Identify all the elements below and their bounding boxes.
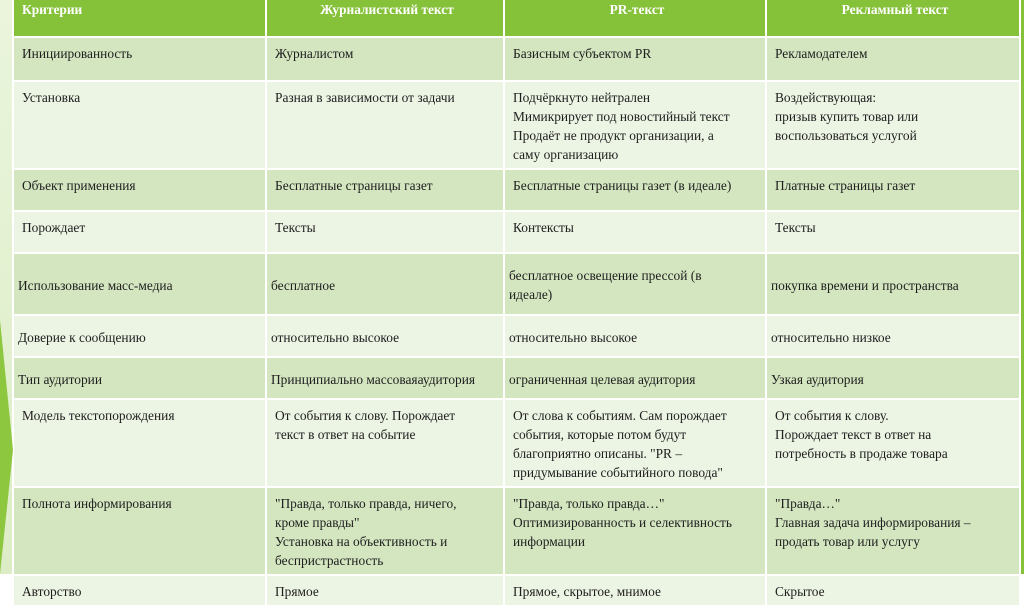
cell-text-line: беспристрастность	[275, 553, 384, 568]
table-cell-criterion	[14, 211, 266, 253]
cell-text-line: бесплатное освещение прессой (в	[509, 268, 702, 283]
cell-text-line: Прямое, скрытое, мнимое	[513, 584, 661, 599]
cell-text-line: Тексты	[275, 220, 316, 235]
cell-text-line: "Правда, только правда, ничего,	[275, 496, 457, 511]
table-row	[14, 169, 1020, 211]
table-cell-criterion	[14, 81, 266, 169]
header-journalistic-text: Журналистский текст	[266, 0, 504, 37]
table-cell-advertising	[766, 575, 1020, 606]
cell-text-line: бесплатное	[271, 277, 336, 293]
cell-text-line: Авторство	[22, 584, 82, 599]
table-cell-criterion	[14, 253, 266, 315]
table-cell-journalistic	[266, 253, 504, 315]
table-cell-advertising	[766, 211, 1020, 253]
table-cell-criterion	[14, 357, 266, 399]
cell-text-line: От события к слову. Порождает	[275, 408, 456, 423]
header-criteria: Критерии	[14, 0, 266, 37]
table-cell-journalistic	[266, 399, 504, 487]
cell-text-line: события, которые потом будут	[513, 427, 687, 442]
table-cell-criterion	[14, 399, 266, 487]
cell-text-line: Базисным субъектом PR	[513, 46, 652, 61]
header-pr-text: PR-текст	[504, 0, 766, 37]
table-cell-journalistic	[266, 169, 504, 211]
cell-text-line: Продаёт не продукт организации, а	[513, 128, 714, 143]
table-cell-journalistic	[266, 211, 504, 253]
cell-text-line: От слова к событиям. Сам порождает	[513, 408, 727, 423]
table-cell-journalistic	[266, 357, 504, 399]
cell-text-line: Тексты	[775, 220, 816, 235]
cell-text-line: Контексты	[513, 220, 574, 235]
cell-text-line: Разная в зависимости от задачи	[275, 90, 455, 105]
table-cell-journalistic	[266, 37, 504, 81]
table-cell-pr	[504, 487, 766, 575]
cell-text-line: ограниченная целевая аудитория	[509, 371, 696, 387]
cell-text-line: Рекламодателем	[775, 46, 868, 61]
cell-text-line: Принципиально массоваяаудитория	[271, 371, 476, 387]
table-cell-advertising	[766, 253, 1020, 315]
table-cell-journalistic	[266, 487, 504, 575]
cell-text-line: Установка	[22, 90, 81, 105]
table-cell-criterion	[14, 37, 266, 81]
header-advertising-text: Рекламный текст	[766, 0, 1020, 37]
cell-text-line: информации	[513, 534, 586, 549]
table-cell-advertising	[766, 37, 1020, 81]
table-row	[14, 37, 1020, 81]
cell-text-line: Бесплатные страницы газет (в идеале)	[513, 178, 732, 193]
table-cell-pr	[504, 575, 766, 606]
cell-text-line: относительно высокое	[271, 329, 400, 345]
cell-text-line: придумывание событийного повода"	[513, 465, 723, 480]
table-cell-journalistic	[266, 81, 504, 169]
cell-text-line: Воздействующая:	[775, 90, 877, 105]
cell-text-line: Объект применения	[22, 178, 136, 193]
cell-text-line: Оптимизированность и селективность	[513, 515, 732, 530]
table-row	[14, 575, 1020, 606]
cell-text-line: кроме правды"	[275, 515, 360, 530]
table-row	[14, 487, 1020, 575]
table-cell-advertising	[766, 81, 1020, 169]
table-cell-pr	[504, 169, 766, 211]
table-cell-criterion	[14, 169, 266, 211]
table-cell-pr	[504, 315, 766, 357]
cell-text-line: Инициированность	[22, 46, 133, 61]
cell-text-line: Доверие к сообщению	[18, 329, 146, 345]
table-cell-criterion	[14, 315, 266, 357]
table-cell-journalistic	[266, 575, 504, 606]
cell-text-line: Журналистом	[275, 46, 354, 61]
cell-text-line: "Правда, только правда…"	[513, 496, 665, 511]
cell-text-line: Тип аудитории	[18, 371, 103, 387]
table-row	[14, 211, 1020, 253]
table-cell-advertising	[766, 399, 1020, 487]
cell-text-line: Модель текстопорождения	[22, 408, 175, 423]
table-cell-advertising	[766, 169, 1020, 211]
cell-text-line: Платные страницы газет	[775, 178, 916, 193]
cell-text-line: благоприятно описаны. "PR –	[513, 446, 683, 461]
cell-text-line: саму организацию	[513, 147, 619, 162]
table-cell-journalistic	[266, 315, 504, 357]
cell-text-line: Скрытое	[775, 584, 825, 599]
table-cell-criterion	[14, 575, 266, 606]
table-cell-pr	[504, 211, 766, 253]
cell-text-line: потребность в продаже товара	[775, 446, 948, 461]
table-cell-advertising	[766, 357, 1020, 399]
table-cell-pr	[504, 399, 766, 487]
cell-text-line: Бесплатные страницы газет	[275, 178, 433, 193]
cell-text-line: Установка на объективность и	[275, 534, 448, 549]
cell-text-line: идеале)	[509, 287, 553, 302]
table-cell-advertising	[766, 315, 1020, 357]
table-cell-pr	[504, 37, 766, 81]
cell-text-line: относительно высокое	[509, 329, 638, 345]
cell-text-line: Полнота информирования	[22, 496, 172, 511]
cell-text-line: Использование масс-медиа	[18, 277, 173, 293]
cell-text-line: текст в ответ на событие	[275, 427, 416, 442]
cell-text-line: Главная задача информирования –	[775, 515, 971, 530]
table-cell-pr	[504, 357, 766, 399]
comparison-table	[14, 0, 1021, 607]
side-triangle	[0, 320, 13, 574]
cell-text-line: продать товар или услугу	[775, 534, 920, 549]
cell-text-line: "Правда…"	[775, 496, 841, 511]
table-row	[14, 81, 1020, 169]
cell-text-line: Порождает	[22, 220, 86, 235]
decorative-side-accent	[0, 0, 14, 574]
cell-text-line: Порождает текст в ответ на	[775, 427, 932, 442]
cell-text-line: покупка времени и пространства	[771, 277, 959, 293]
table-cell-pr	[504, 253, 766, 315]
table-row	[14, 315, 1020, 357]
table-cell-pr	[504, 81, 766, 169]
cell-text-line: От события к слову.	[775, 408, 889, 423]
table-row	[14, 253, 1020, 315]
cell-text-line: воспользоваться услугой	[775, 128, 917, 143]
cell-text-line: Мимикрирует под новостийный текст	[513, 109, 730, 124]
table-row	[14, 357, 1020, 399]
table-cell-criterion	[14, 487, 266, 575]
cell-text-line: относительно низкое	[771, 329, 891, 345]
table-header-row	[14, 0, 1020, 37]
cell-text-line: Подчёркнуто нейтрален	[513, 90, 651, 105]
table-cell-advertising	[766, 487, 1020, 575]
cell-text-line: призыв купить товар или	[775, 109, 919, 124]
cell-text-line: Прямое	[275, 584, 319, 599]
cell-text-line: Узкая аудитория	[771, 371, 864, 387]
table-row	[14, 399, 1020, 487]
